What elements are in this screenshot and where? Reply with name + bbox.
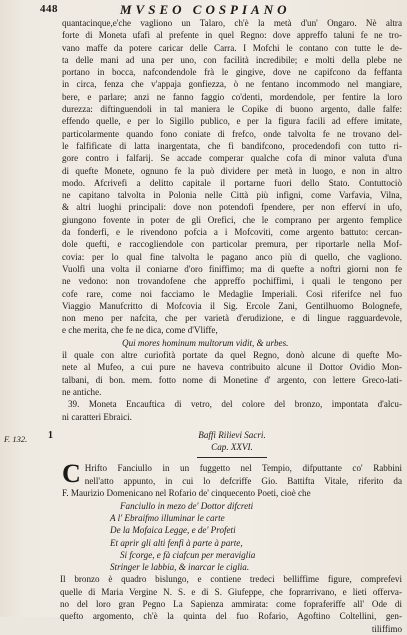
- text-line: e che merita, che fe ne dica, come d'Vliffe,: [62, 325, 218, 336]
- verse-line: A l' Ebraifmo illuminar le carte: [110, 512, 225, 523]
- verse-line: Si fcorge, e fà ciafcun per meraviglia: [120, 549, 256, 560]
- text-line: 39. Moneta Encauftica di vetro, del colore del bronzo, impontata d'alcu-: [68, 399, 402, 410]
- text-line: quefto argomento, ch'è la quinta del fuo Rofario, Agoftino Coltellini, gen-: [60, 611, 402, 622]
- text-line: portano in bocca, nafcondendole frà le gingive, dove ne capifcono da feffanta: [62, 67, 402, 78]
- text-line: il quale con altre curiofità portate da quel Regno, donò alcune di quefte Mo-: [62, 350, 402, 361]
- text-line: covia: per lo qual fine talvolta le pagano anco più di quello, che vagliono.: [62, 251, 402, 262]
- paragraph-3: [60, 573, 402, 634]
- text-line: ne vedono: non trovandofene che appreffo pochiffimi, i quali le tengono per: [62, 276, 402, 287]
- text-line: ne capitano talvolta in Polonia nelle Città più infigni, come Varfavia, Vilna,: [62, 190, 402, 201]
- text-line: gore contro i falfarij. Se accade comperar qualche cofa di minor valuta d'una: [62, 153, 402, 164]
- running-title: MVSEO COSPIANO: [120, 2, 291, 17]
- text-line: nete al Mufeo, a cui pure ne haveva contribuito alcune il Dottor Ovidio Mon-: [62, 362, 402, 373]
- text-line: forte di Moneta ufafi al prefente in quel Regno: dove appreffo taluni fe ne tro-: [62, 30, 402, 41]
- catalog-item-1: [62, 462, 402, 487]
- latin-quote: Qui mores hominum multorum vidit, & urbes.: [122, 337, 289, 348]
- item-number-1: 1: [48, 430, 53, 441]
- text-line: non meno per nafcita, che per varietà d'erudizione, e di lingue ragguardevole,: [62, 313, 402, 324]
- drop-cap: C: [62, 462, 81, 488]
- text-line: Il bronzo è quadro bislungo, e contiene tredeci belliffime figure, comprefevi: [60, 574, 402, 585]
- text-line: bere, e parlare; anzi ne fanno faggio co'denti, mordendole, per fentire la loro: [62, 91, 402, 102]
- text-line: cofe rare, come noi facciamo le Medaglie Imperiali. Così riferifce nel fuo: [62, 288, 402, 299]
- text-line: vano maffe da potere caricar delle Carra. I Mofchi le contano con tutte le de-: [62, 42, 402, 53]
- running-header: [40, 3, 398, 17]
- text-line: da fonderfi, e le rivendono pofcia a i Mofcoviti, come argento battuto: cercan-: [62, 227, 402, 238]
- paragraph-1: [62, 17, 402, 337]
- text-line: particolarmente quando fono coniate di frefco, onde talvolta fe ne trovano del-: [62, 128, 402, 139]
- text-line: talbani, di bon. mem. fotto nome di Monetine d' argento, con lettere Greco-lati-: [62, 374, 402, 385]
- text-line: le falfificate di latta inargentata, che fi bandifcono, procedendofi con tutto ri-: [62, 140, 402, 151]
- catchword: tiliffimo: [371, 623, 402, 634]
- section-title: Baffi Rilievi Sacri.: [198, 429, 266, 440]
- text-line: modo. Afcrivefi a delitto capitale il portarne fuori dello Stato. Contuttociò: [62, 177, 402, 188]
- verse-line: Et aprir gli alti fenfi à parte à parte,: [110, 537, 243, 548]
- text-line: quelle di Maria Vergine N. S. e di S. Giufeppe, che foprarrivano, e lieti offerva-: [60, 586, 402, 597]
- text-line: F. Maurizio Domenicano nel Rofario de' cinquecento Poeti, cioè che: [62, 488, 311, 499]
- divider: [197, 457, 267, 458]
- margin-note: F. 132.: [4, 434, 28, 444]
- catalog-item-39: [62, 398, 402, 423]
- text-line: di quefte Monete, ognuno fe la può dividere per metà in luogo, e non in altro: [62, 165, 402, 176]
- text-line: effendo quelle, e per lo Sigillo publico, e per la figura facili ad effere imitate,: [62, 116, 402, 127]
- verse-block: [62, 500, 402, 574]
- text-line: quantacinque,e'che vagliono un Talaro, ch'è la metà d'un' Ongaro. Nè altra: [62, 18, 402, 28]
- text-line: & altri luoghi principali: dove non potendofi fpendere, per non efferví in ufo,: [62, 202, 402, 213]
- text-line: nell'atto appunto, in cui lo defcriffe Gio. Battifta Vitale, riferito da: [84, 475, 402, 486]
- verse-line: Stringer le labbia, & inarcar le ciglia.: [110, 562, 250, 573]
- text-line: giungono fovente in poter de gli Orefici, che le comprano per argento femplice: [62, 214, 402, 225]
- text-line: in circa, fenza che v'appaja gonfiezza, ò ne fentano incommodo nel mangiare,: [62, 79, 402, 90]
- text-line: durezza: diftinguendoli in tal maniera le Copike di buono argento, dalle falfe:: [62, 104, 402, 115]
- paragraph-2: [62, 349, 402, 398]
- text-line: ni caratteri Ebraici.: [62, 411, 132, 422]
- page-number: 448: [40, 3, 58, 15]
- text-body: [62, 17, 402, 635]
- text-line: Hrifto Fanciullo in un fuggetto nel Tempio, difputtante co' Rabbini: [84, 463, 402, 474]
- text-line: ta delle mani ad una per uno, con facilità incredibile; e molti della plebe ne: [62, 54, 402, 65]
- text-line: no del loro gran Pegno La Sapienza ammirata: come fopraferiffe all' Ode di: [60, 599, 402, 610]
- text-line: dole quefti, e raccogliendole con particolar premura, per riportarle nella Mof-: [62, 239, 402, 250]
- text-line: Vuolfi una volta il coniarne d'oro finiffimo; ma di quefte a noftri giorni non fe: [62, 263, 402, 274]
- text-line: Viaggio Manufcritto di Mofcovia il Sig. Ercole Zani, Gentilhuomo Bolognefe,: [62, 300, 402, 311]
- verse-line: Fanciullo in mezo de' Dottor difcreti: [120, 500, 254, 511]
- chapter-heading: Cap. XXVI.: [211, 442, 253, 453]
- verse-line: De la Mofaica Legge, e de' Profeti: [110, 525, 236, 536]
- text-line: ne antiche.: [62, 386, 102, 397]
